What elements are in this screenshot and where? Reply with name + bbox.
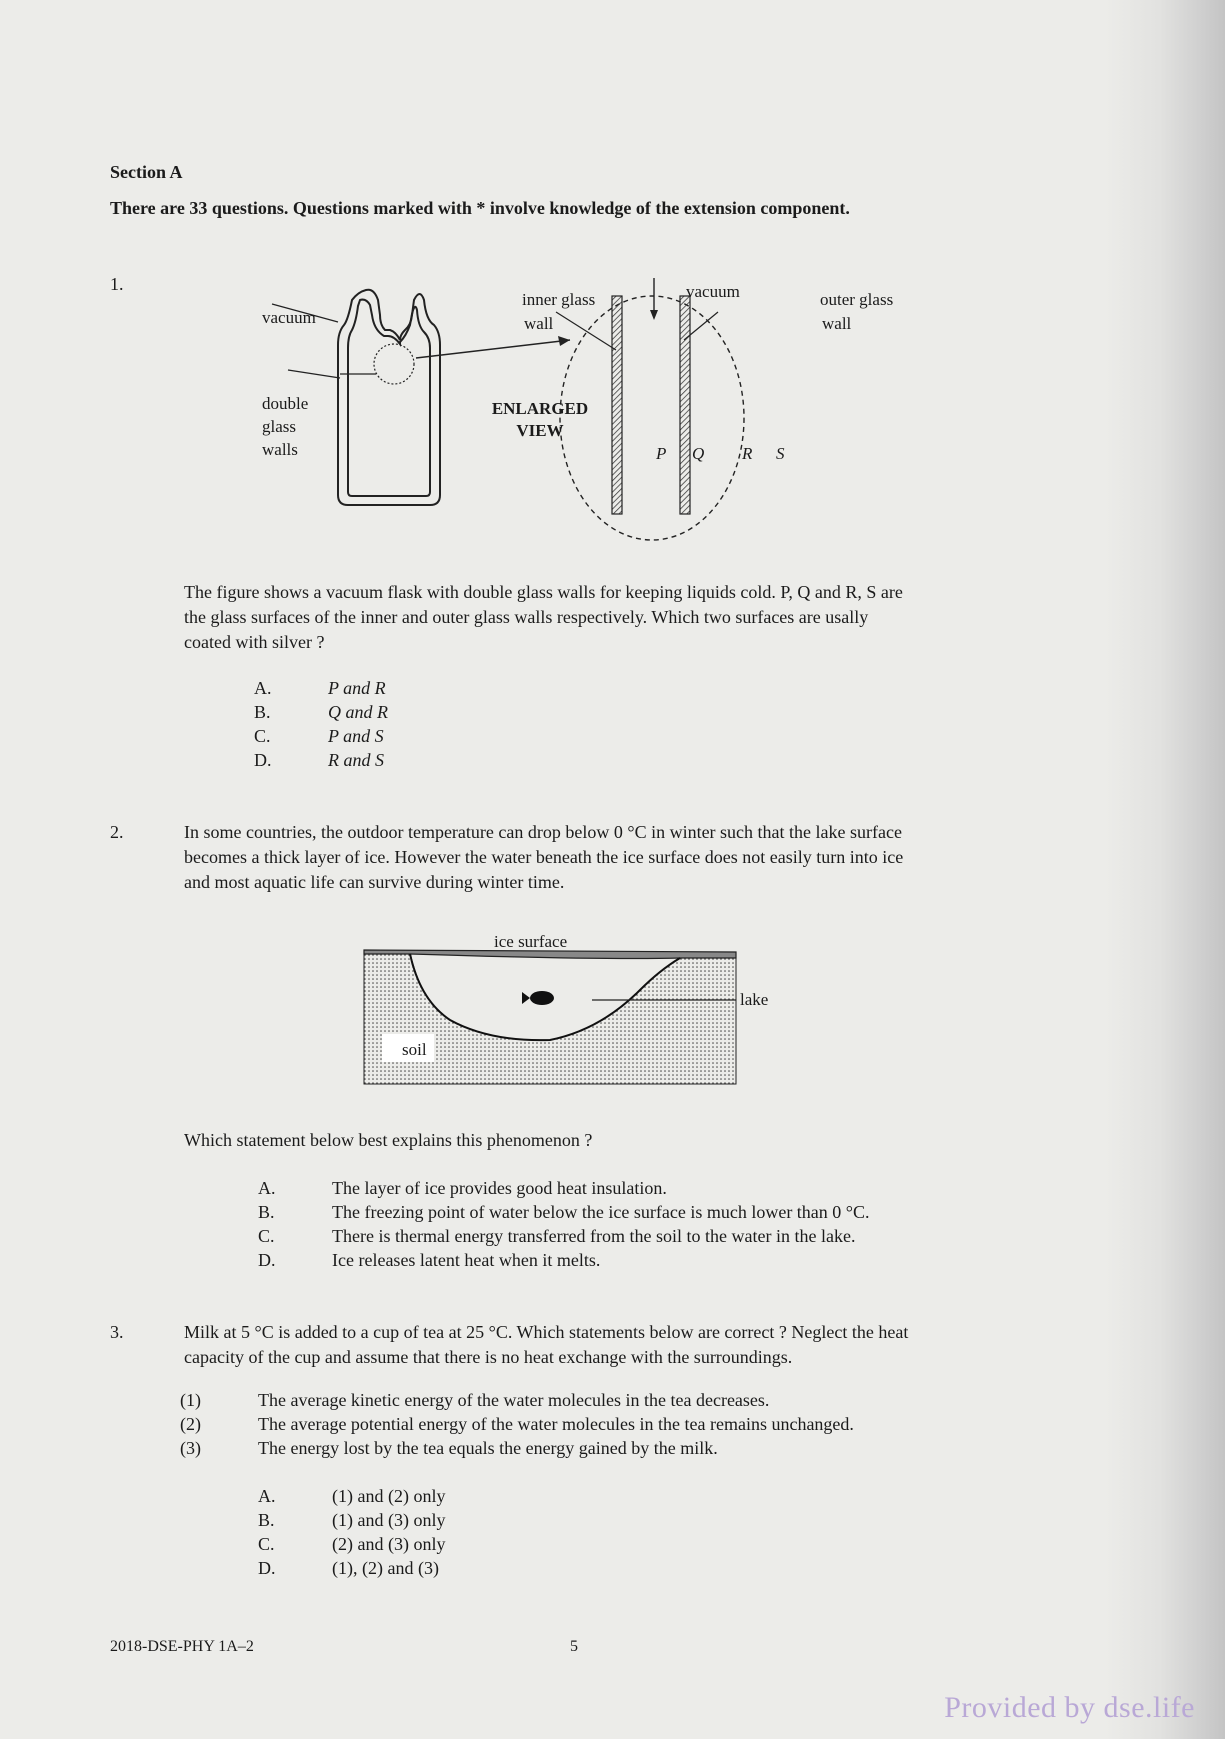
option-letter: B. bbox=[254, 702, 271, 722]
option-text: R and S bbox=[328, 750, 384, 770]
footer-page-number: 5 bbox=[570, 1638, 578, 1655]
label-outer-glass: outer glass bbox=[820, 290, 894, 309]
section-title: Section A bbox=[110, 162, 183, 182]
q3-number: 3. bbox=[110, 1322, 124, 1342]
option-text: The layer of ice provides good heat insulation. bbox=[332, 1178, 667, 1198]
option-text: The freezing point of water below the ice surface is much lower than 0 °C. bbox=[332, 1202, 870, 1222]
q2-lake-figure bbox=[360, 930, 800, 1090]
option-text: (1) and (2) only bbox=[332, 1486, 446, 1506]
label-vacuum-left: vacuum bbox=[262, 308, 316, 327]
q1-stem-line-1: The figure shows a vacuum flask with double glass walls for keeping liquids cold. P, Q and R, S are bbox=[184, 582, 903, 602]
q1-stem-line-2: the glass surfaces of the inner and outer glass walls respectively. Which two surfaces are usally bbox=[184, 607, 869, 627]
statement-number: (1) bbox=[180, 1390, 201, 1410]
q1-number: 1. bbox=[110, 274, 124, 294]
label-glass-line: glass bbox=[262, 417, 296, 436]
label-double-line: double bbox=[262, 394, 309, 413]
flask-outer-wall bbox=[338, 290, 440, 505]
statement-number: (2) bbox=[180, 1414, 201, 1434]
statement-number: (3) bbox=[180, 1438, 201, 1458]
option-text: (2) and (3) only bbox=[332, 1534, 446, 1554]
label-lake: lake bbox=[740, 990, 769, 1009]
option-text: (1) and (3) only bbox=[332, 1510, 446, 1530]
option-text: There is thermal energy transferred from the soil to the water in the lake. bbox=[332, 1226, 856, 1246]
option-text: P and R bbox=[328, 678, 386, 698]
option-letter: D. bbox=[258, 1250, 276, 1270]
label-surface-r: R bbox=[742, 444, 753, 463]
enlarged-inner-wall bbox=[612, 296, 622, 514]
footer-paper-code: 2018-DSE-PHY 1A–2 bbox=[110, 1638, 254, 1655]
option-letter: C. bbox=[258, 1534, 275, 1554]
provider-watermark[interactable]: Provided by dse.life bbox=[944, 1691, 1195, 1724]
label-walls-line: walls bbox=[262, 440, 298, 459]
label-surface-p: P bbox=[656, 444, 667, 463]
statement-text: The average kinetic energy of the water molecules in the tea decreases. bbox=[258, 1390, 770, 1410]
statement-text: The energy lost by the tea equals the energy gained by the milk. bbox=[258, 1438, 718, 1458]
option-letter: B. bbox=[258, 1510, 275, 1530]
section-instruction: There are 33 questions. Questions marked with * involve knowledge of the extension component. bbox=[110, 198, 850, 218]
statement-text: The average potential energy of the water molecules in the tea remains unchanged. bbox=[258, 1414, 854, 1434]
label-view: VIEW bbox=[516, 421, 564, 440]
label-inner-glass: inner glass bbox=[522, 290, 596, 309]
page-edge-shadow bbox=[1105, 0, 1225, 1739]
q2-question: Which statement below best explains this phenomenon ? bbox=[184, 1130, 593, 1150]
q3-stem-line-1: Milk at 5 °C is added to a cup of tea at 25 °C. Which statements below are correct ? Neglect the heat bbox=[184, 1322, 909, 1342]
option-letter: B. bbox=[258, 1202, 275, 1222]
q2-stem-line-1: In some countries, the outdoor temperature can drop below 0 °C in winter such that the lake surface bbox=[184, 822, 902, 842]
q2-stem-line-3: and most aquatic life can survive during winter time. bbox=[184, 872, 565, 892]
option-text: (1), (2) and (3) bbox=[332, 1558, 439, 1578]
q1-stem-line-3: coated with silver ? bbox=[184, 632, 325, 652]
label-ice-surface: ice surface bbox=[494, 932, 568, 951]
option-letter: A. bbox=[258, 1486, 276, 1506]
option-letter: C. bbox=[254, 726, 271, 746]
label-vacuum-top: vacuum bbox=[686, 282, 740, 301]
q2-number: 2. bbox=[110, 822, 124, 842]
label-outer-wall: wall bbox=[822, 314, 852, 333]
option-letter: A. bbox=[258, 1178, 276, 1198]
option-letter: A. bbox=[254, 678, 272, 698]
fish bbox=[530, 991, 554, 1005]
label-enlarged: ENLARGED bbox=[491, 399, 589, 418]
q3-stem-line-2: capacity of the cup and assume that there is no heat exchange with the surroundings. bbox=[184, 1347, 793, 1367]
option-letter: C. bbox=[258, 1226, 275, 1246]
option-text: P and S bbox=[328, 726, 384, 746]
enlarged-outer-wall bbox=[680, 296, 690, 514]
q2-stem-line-2: becomes a thick layer of ice. However the water beneath the ice surface does not easily turn into ice bbox=[184, 847, 904, 867]
soil-region bbox=[364, 952, 736, 1084]
label-inner-wall: wall bbox=[524, 314, 554, 333]
option-letter: D. bbox=[254, 750, 272, 770]
label-surface-q: Q bbox=[692, 444, 705, 463]
label-surface-s: S bbox=[776, 444, 785, 463]
option-text: Ice releases latent heat when it melts. bbox=[332, 1250, 601, 1270]
option-text: Q and R bbox=[328, 702, 388, 722]
option-letter: D. bbox=[258, 1558, 276, 1578]
label-soil: soil bbox=[402, 1040, 427, 1059]
